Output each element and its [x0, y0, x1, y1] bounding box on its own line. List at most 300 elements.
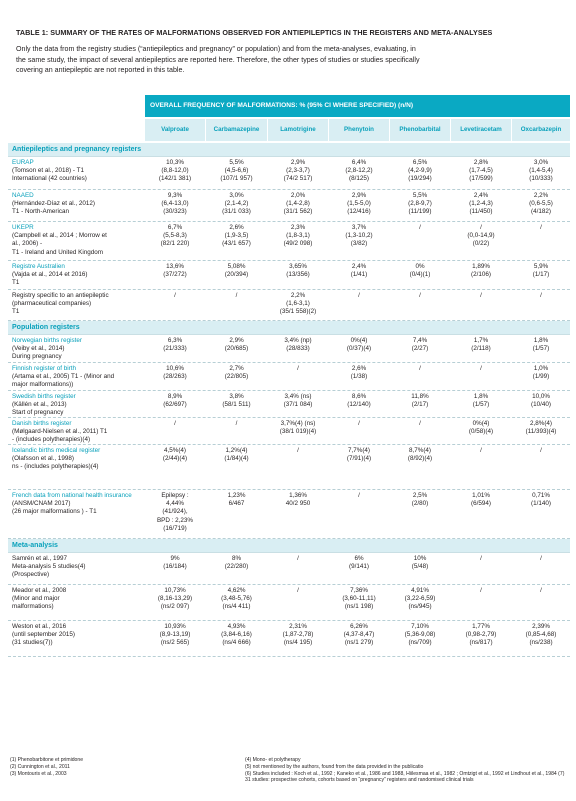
cell-value: (ns/2 097)	[160, 603, 190, 611]
data-cell	[329, 447, 389, 463]
data-cell	[268, 492, 328, 508]
cell-value: (2,1-4,2)	[224, 200, 249, 208]
cell-value: (2,8-12,2)	[345, 167, 373, 175]
cell-value: 10,93%	[164, 623, 186, 630]
footnote: (6) Studies included : Koch et al., 1992 ; Kaneko et al., 1986 and 1988, Hiilesmaa et al., 1982 ; Omtzigt et al., 1992 et Lindhout et al., 1984 (7)	[245, 770, 565, 777]
cell-value: (ns/709)	[408, 639, 432, 647]
data-cell	[512, 337, 570, 353]
footnotes-left	[10, 757, 210, 777]
table-row	[8, 363, 570, 391]
register-name: Icelandic births medical register	[12, 447, 101, 454]
cell-value: (0/58)(4)	[468, 428, 494, 436]
data-cell	[268, 263, 328, 279]
cell-value: 1,0%	[533, 365, 549, 372]
row-label-line: malformations)	[12, 603, 54, 611]
cell-value: (ns/4 195)	[283, 639, 313, 647]
cell-value: (142/1 381)	[158, 175, 192, 183]
data-cell	[512, 420, 570, 436]
cell-value: 10,73%	[164, 587, 186, 594]
cell-value: /	[174, 292, 176, 299]
cell-value: BPD : 2,23%	[156, 516, 194, 524]
cell-value: 2,4%	[351, 263, 367, 270]
data-cell	[206, 224, 267, 249]
row-label	[12, 447, 140, 472]
row-label	[12, 365, 140, 390]
column-header-oxcarbazepin: Oxcarbazepin	[512, 119, 570, 141]
cell-value: (49/2 098)	[283, 240, 313, 248]
row-label-line: (26 major malformations ) - T1	[12, 508, 97, 516]
cell-value: 5,5%	[229, 159, 244, 166]
data-cell	[512, 492, 570, 508]
cell-value: (ns/945)	[408, 603, 432, 611]
cell-value: Epilepsy :	[161, 492, 189, 499]
cell-value: (31/1 562)	[283, 208, 313, 216]
cell-value: (1/57)	[532, 345, 550, 353]
cell-value: (8,16-13,29)	[157, 595, 193, 603]
column-header-lamotrigine: Lamotrigine	[268, 119, 328, 141]
cell-value: 9%	[170, 555, 180, 562]
data-cell	[512, 365, 570, 381]
cell-value: (2/106)	[471, 271, 491, 279]
data-cell	[512, 192, 570, 217]
cell-value: (35/1 558)(2)	[279, 308, 317, 316]
table-row	[8, 585, 570, 621]
row-label	[12, 292, 140, 317]
cell-value: 2,8%(4)	[529, 420, 553, 427]
data-cell	[206, 192, 267, 217]
table-row	[8, 335, 570, 363]
cell-value: 4,91%	[411, 587, 429, 594]
cell-value: 1,36%	[289, 492, 307, 499]
cell-value: 2,4%	[473, 192, 489, 199]
cell-value: /	[235, 420, 238, 427]
cell-value: (1,4-5,4)	[529, 167, 553, 175]
cell-value: 1,77%	[472, 623, 490, 630]
row-label-line: Registry specific to an antiepileptic	[12, 292, 109, 299]
data-cell	[451, 492, 511, 508]
cell-value: 6,3%	[167, 337, 183, 344]
cell-value: (37/1 084)	[283, 401, 313, 409]
cell-value: (0,98-2,79)	[465, 631, 497, 639]
data-cell	[206, 263, 267, 279]
data-cell	[206, 292, 267, 300]
cell-value: (3,22-6,59)	[404, 595, 436, 603]
cell-value: (20/685)	[224, 345, 249, 353]
cell-value: /	[540, 447, 542, 454]
cell-value: (ns/4 411)	[222, 603, 251, 611]
cell-value: (12/140)	[347, 401, 371, 409]
cell-value: 1,8%	[473, 393, 489, 400]
cell-value: (43/1 657)	[222, 240, 251, 248]
cell-value: /	[358, 420, 360, 427]
data-cell	[512, 447, 570, 455]
cell-value: /	[235, 292, 238, 299]
table-row	[8, 261, 570, 290]
cell-value: 0%(4)	[472, 420, 490, 427]
data-cell	[268, 447, 328, 455]
cell-value: 2,6%	[229, 224, 244, 231]
register-name: Danish births register	[12, 420, 72, 427]
data-cell	[512, 263, 570, 279]
cell-value: (2/27)	[411, 345, 429, 353]
data-cell	[451, 393, 511, 409]
table-title: TABLE 1: SUMMARY OF THE RATES OF MALFORMATIONS OBSERVED FOR ANTIEPILEPTICS IN THE REGISTERS AND META-ANALYSES	[16, 28, 493, 37]
cell-value: (1,87-2,78)	[282, 631, 314, 639]
cell-value: 6,4%	[351, 159, 367, 166]
cell-value: (0/4)(1)	[409, 271, 431, 279]
data-cell	[206, 555, 267, 571]
cell-value: 7,4%	[412, 337, 428, 344]
data-cell	[390, 420, 450, 428]
data-cell	[268, 292, 328, 317]
data-cell	[329, 587, 389, 612]
row-label-line: (Mølgaard-Nielsen et al., 2011) T1	[12, 428, 108, 436]
cell-value: 2,0%	[290, 192, 306, 199]
row-label-line: T1 - Ireland and United Kingdom	[12, 248, 104, 256]
data-cell	[512, 292, 570, 300]
data-cell	[268, 587, 328, 595]
cell-value: 3,7%	[351, 224, 367, 231]
cell-value: (4/182)	[531, 208, 551, 216]
cell-value: (1,9-3,5)	[224, 232, 249, 240]
cell-value: 3,8%	[229, 393, 244, 400]
cell-value: (ns/1 198)	[344, 603, 374, 611]
cell-value: 2,39%	[532, 623, 550, 630]
data-cell	[206, 587, 267, 612]
cell-value: (1,4-2,8)	[286, 200, 310, 208]
row-label-line: Samrén et al., 1997	[12, 555, 67, 562]
cell-value: (22/805)	[224, 373, 249, 381]
row-label-line: Weston et al., 2016	[12, 623, 67, 630]
cell-value: 2,9%	[351, 192, 367, 199]
cell-value: /	[480, 365, 482, 372]
cell-value: (5,36-9,08)	[404, 631, 436, 639]
cell-value: /	[419, 365, 421, 372]
data-cell	[145, 492, 205, 533]
cell-value: 40/2 950	[285, 500, 311, 508]
cell-value: /	[480, 587, 482, 594]
cell-value: (1/84)(4)	[224, 455, 249, 463]
cell-value: (0,0-14,9)	[467, 232, 495, 240]
row-label-line: (Hernández-Díaz et al., 2012)	[12, 200, 95, 208]
data-cell	[390, 587, 450, 612]
cell-value: (2/44)(4)	[162, 455, 188, 463]
row-label-line: T1	[12, 279, 20, 287]
cell-value: (3/82)	[350, 240, 368, 248]
cell-value: (4,2-9,9)	[408, 167, 432, 175]
data-cell	[206, 393, 267, 409]
data-cell	[268, 365, 328, 373]
section-header: Population registers	[8, 321, 570, 335]
data-cell	[451, 555, 511, 563]
cell-value: (28/263)	[163, 373, 187, 381]
cell-value: /	[358, 292, 360, 299]
cell-value: (7/91)(4)	[346, 455, 372, 463]
data-cell	[329, 337, 389, 353]
cell-value: (16/719)	[163, 524, 187, 532]
cell-value: 6%	[354, 555, 364, 562]
column-header-levetiracetam: Levetiracetam	[451, 119, 511, 141]
intro-line: the same study, the impact of several antiepileptics are reported here. Therefore, the other types of studies or studies specifically	[16, 55, 420, 64]
cell-value: (1/41)	[350, 271, 368, 279]
intro-text	[16, 44, 562, 76]
cell-value: (31/1 033)	[222, 208, 251, 216]
cell-value: 10,0%	[532, 393, 550, 400]
cell-value: (5/48)	[411, 563, 429, 571]
row-label-line: (Campbell et al., 2014 ; Morrow et	[12, 232, 107, 240]
cell-value: 1,23%	[227, 492, 246, 499]
table-row	[8, 553, 570, 585]
row-label	[12, 224, 140, 257]
data-cell	[268, 623, 328, 648]
register-name: Swedish births register	[12, 393, 76, 400]
row-label	[12, 555, 140, 580]
data-cell	[390, 337, 450, 353]
table-row	[8, 445, 570, 490]
register-name: NAAED	[12, 192, 34, 199]
cell-value: 3,4% (np)	[284, 337, 312, 344]
data-cell	[390, 263, 450, 279]
row-label-line: International (42 countries)	[12, 175, 87, 183]
data-cell	[329, 292, 389, 300]
register-name: Registre Australien	[12, 263, 65, 270]
cell-value: (1,2-4,3)	[469, 200, 493, 208]
cell-value: (10/40)	[531, 401, 551, 409]
cell-value: (107/1 957)	[220, 175, 253, 183]
cell-value: 1,7%	[473, 337, 489, 344]
data-cell	[329, 420, 389, 428]
cell-value: 8,9%	[167, 393, 183, 400]
cell-value: (13/356)	[286, 271, 310, 279]
row-label-line: (Olafsson et al., 1998)	[12, 455, 74, 463]
data-cell	[451, 365, 511, 373]
row-label-line: ns - (includes polytherapies)(4)	[12, 463, 99, 471]
cell-value: /	[297, 555, 299, 562]
cell-value: (30/323)	[163, 208, 187, 216]
data-cell	[268, 393, 328, 409]
cell-value: (2/80)	[411, 500, 429, 508]
footnote: (1) Phenobarbitone et primidone	[10, 757, 84, 763]
row-label	[12, 337, 140, 362]
cell-value: 2,5%	[412, 492, 428, 499]
cell-value: (1/17)	[532, 271, 550, 279]
data-cell	[451, 192, 511, 217]
cell-value: /	[540, 224, 542, 231]
data-cell	[451, 623, 511, 648]
row-label-line: (ANSM/CNAM 2017)	[12, 500, 71, 508]
data-cell	[329, 393, 389, 409]
footnote: (5) not mentioned by the authors, found from the data provided in the publicatio	[245, 763, 424, 770]
register-name: UKEPR	[12, 224, 34, 231]
data-cell	[390, 393, 450, 409]
row-label-line: (until september 2015)	[12, 631, 76, 639]
table-header	[8, 93, 570, 143]
cell-value: (21/333)	[163, 345, 187, 353]
cell-value: 3,7%(4) (ns)	[280, 420, 316, 427]
cell-value: /	[480, 292, 482, 299]
data-cell	[451, 337, 511, 353]
column-header-valproate: Valproate	[145, 119, 205, 141]
row-label	[12, 192, 140, 217]
cell-value: /	[297, 587, 299, 594]
row-label-line: During pregnancy	[12, 353, 62, 361]
cell-value: (0/22)	[472, 240, 490, 248]
row-label	[12, 492, 140, 517]
cell-value: /	[480, 224, 482, 231]
cell-value: 6,26%	[350, 623, 368, 630]
cell-value: (28/833)	[286, 345, 310, 353]
cell-value: 7,7%(4)	[347, 447, 371, 454]
data-cell	[390, 159, 450, 184]
cell-value: (1,6-3,1)	[286, 300, 310, 308]
cell-value: (58/1 511)	[222, 401, 251, 409]
intro-line: covering an antiepileptic are not reported in this table.	[16, 66, 185, 75]
row-label-line: al., 2006) -	[12, 240, 43, 248]
cell-value: (ns/2 565)	[160, 639, 190, 647]
cell-value: (8/92)(4)	[407, 455, 433, 463]
cell-value: (8/125)	[349, 175, 369, 183]
cell-value: (19/294)	[408, 175, 432, 183]
cell-value: (0,6-5,5)	[529, 200, 553, 208]
cell-value: (3,60-11,11)	[342, 595, 376, 603]
cell-value: /	[419, 224, 421, 231]
cell-value: 3,0%	[533, 159, 549, 166]
cell-value: /	[419, 292, 421, 299]
cell-value: (6/594)	[471, 500, 491, 508]
cell-value: 2,31%	[289, 623, 307, 630]
column-header-carbamazepine: Carbamazepine	[206, 119, 267, 141]
footnotes-right	[245, 757, 566, 784]
cell-value: (1/38)	[350, 373, 368, 381]
data-cell	[268, 555, 328, 563]
data-cell	[145, 365, 205, 381]
data-cell	[512, 159, 570, 184]
row-label	[12, 623, 140, 648]
cell-value: (2,3-3,7)	[286, 167, 310, 175]
data-cell	[512, 555, 570, 563]
data-cell	[329, 224, 389, 249]
cell-value: (2/118)	[471, 345, 491, 353]
data-cell	[268, 420, 328, 436]
cell-value: /	[540, 555, 542, 562]
row-label-line: (31 studies(7))	[12, 639, 53, 647]
cell-value: 10,6%	[166, 365, 184, 372]
row-label-line: (Källén et al., 2013)	[12, 401, 67, 409]
cell-value: (20/394)	[224, 271, 249, 279]
data-cell	[145, 159, 205, 184]
row-label-line: T1	[12, 308, 20, 316]
footnote: (4) Mono- et polytherapy	[245, 757, 301, 763]
data-cell	[451, 263, 511, 279]
section-header: Antiepileptics and pregnancy registers	[8, 143, 570, 157]
row-label	[12, 263, 140, 288]
data-cell	[268, 159, 328, 184]
table-row	[8, 222, 570, 261]
cell-value: 3,0%	[229, 192, 244, 199]
cell-value: 0,71%	[532, 492, 550, 499]
table-row	[8, 391, 570, 418]
data-cell	[206, 447, 267, 463]
cell-value: (74/2 517)	[283, 175, 313, 183]
row-label-line: Start of pregnancy	[12, 409, 64, 417]
data-cell	[206, 623, 267, 648]
register-name: Finnish register of birth	[12, 365, 77, 372]
data-cell	[145, 292, 205, 300]
cell-value: (4,37-8,47)	[343, 631, 375, 639]
data-cell	[451, 292, 511, 300]
cell-value: 4,44%	[166, 500, 184, 508]
data-cell	[206, 492, 267, 508]
data-cell	[206, 420, 267, 428]
data-cell	[145, 192, 205, 217]
footnote: (2) Cunnington et al., 2011	[10, 763, 70, 770]
cell-value: 3,65%	[289, 263, 307, 270]
cell-value: (1/99)	[532, 373, 550, 381]
cell-value: /	[358, 492, 360, 499]
cell-value: 4,5%(4)	[163, 447, 187, 454]
cell-value: /	[480, 555, 482, 562]
cell-value: 7,10%	[411, 623, 429, 630]
cell-value: (4,5-6,6)	[224, 167, 249, 175]
column-header-phenytoin: Phenytoin	[329, 119, 389, 141]
row-label-line: (Artama et al., 2005) T1 - (Minor and	[12, 373, 115, 381]
cell-value: 2,6%	[351, 365, 367, 372]
cell-value: 7,36%	[350, 587, 368, 594]
cell-value: (3,48-5,76)	[221, 595, 252, 603]
cell-value: 10,3%	[166, 159, 184, 166]
data-cell	[145, 263, 205, 279]
cell-value: 8%	[231, 555, 242, 562]
data-cell	[145, 587, 205, 612]
cell-value: /	[297, 365, 299, 372]
table-row	[8, 290, 570, 321]
cell-value: (82/1 220)	[160, 240, 190, 248]
cell-value: (22/280)	[224, 563, 249, 571]
data-cell	[329, 192, 389, 217]
cell-value: 1,01%	[472, 492, 490, 499]
cell-value: 2,9%	[229, 337, 244, 344]
data-cell	[268, 192, 328, 217]
footnote: (3) Montouris et al., 2003	[10, 770, 67, 777]
table-body	[8, 143, 570, 657]
register-name: Norwegian births register	[12, 337, 82, 344]
row-label-line: T1 - North-American	[12, 208, 70, 216]
cell-value: 2,2%	[290, 292, 306, 299]
data-cell	[512, 623, 570, 648]
cell-value: (1,5-5,0)	[347, 200, 371, 208]
cell-value: (1/57)	[472, 401, 490, 409]
row-label-line: major malformations))	[12, 381, 74, 389]
cell-value: (ns/238)	[529, 639, 553, 647]
cell-value: (62/697)	[163, 401, 187, 409]
data-cell	[451, 420, 511, 436]
cell-value: (11/199)	[408, 208, 432, 216]
row-label-line: (Prospective)	[12, 571, 50, 579]
data-cell	[206, 159, 267, 184]
row-label-line: (Tomson et al., 2018) - T1	[12, 167, 84, 175]
cell-value: (5,5-8,3)	[163, 232, 187, 240]
data-cell	[390, 492, 450, 508]
data-cell	[451, 447, 511, 455]
cell-value: 2,9%	[290, 159, 306, 166]
cell-value: 1,89%	[472, 263, 490, 270]
data-cell	[390, 192, 450, 217]
cell-value: (1,8-3,1)	[286, 232, 310, 240]
column-header-phenobarbital: Phenobarbital	[390, 119, 450, 141]
data-cell	[390, 224, 450, 232]
row-label-line: (Vajda et al., 2014 et 2016)	[12, 271, 88, 279]
row-label	[12, 420, 140, 445]
